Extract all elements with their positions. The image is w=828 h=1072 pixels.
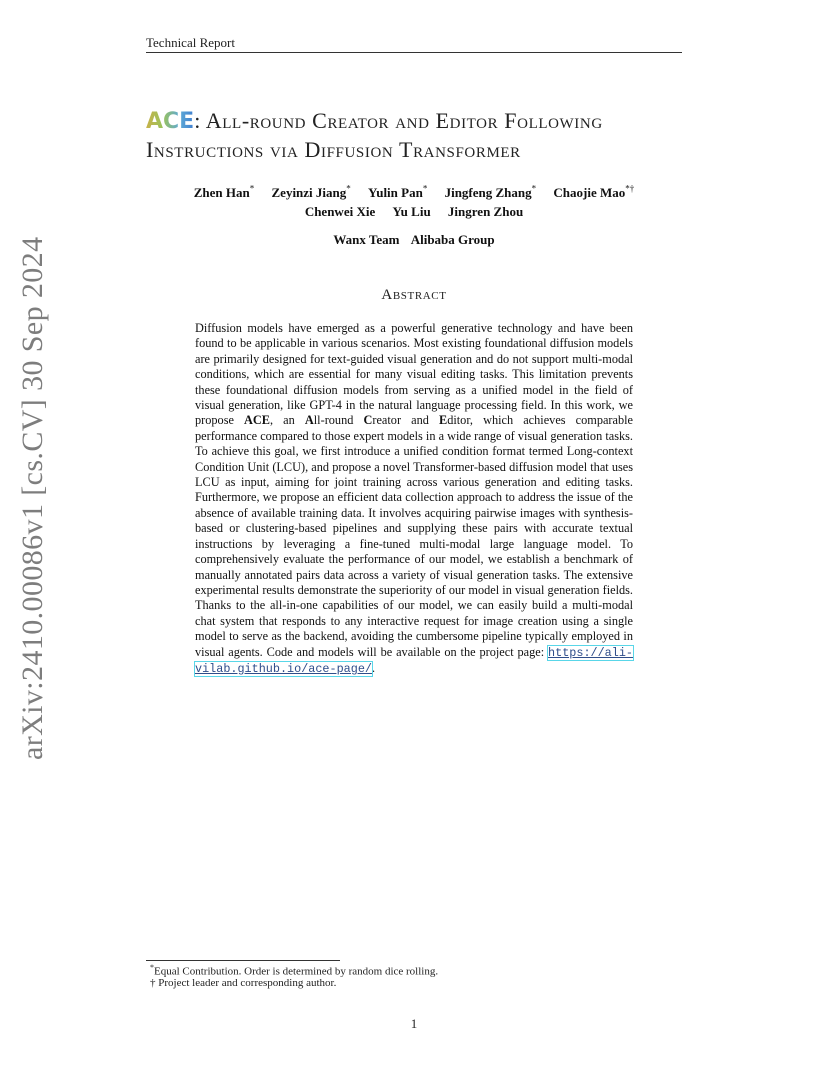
project-page-link[interactable]: https://ali-vilab.github.io/ace-page/ xyxy=(195,645,633,676)
title-rest: : All-round Creator and Editor Following Instructions via Diffusion Transformer xyxy=(146,108,603,162)
authors-line-2 xyxy=(0,204,828,220)
author: Yu Liu xyxy=(392,204,431,219)
affiliations xyxy=(0,232,828,248)
footnote-project-leader: † Project leader and corresponding author. xyxy=(150,977,337,989)
authors-line-1 xyxy=(0,184,828,201)
author: Chaojie Mao*† xyxy=(553,184,635,201)
running-header: Technical Report xyxy=(146,35,235,50)
paper-title xyxy=(146,107,706,164)
affiliation: Alibaba Group xyxy=(410,232,495,247)
page-number: 1 xyxy=(410,1016,418,1031)
author: Jingfeng Zhang* xyxy=(444,184,537,201)
author: Zhen Han* xyxy=(193,184,255,201)
abstract-body: Diffusion models have emerged as a powerful generative technology and have been found to be applicable in various scenarios. Most existing foundational diffusion models are primarily designed for text-guided visual generation and do not support multi-modal conditions, which are essential for many visual editing tasks. This limitation prevents these foundational diffusion models from serving as a unified model in the field of visual generation, like GPT-4 in the natural language processing field. In this work, we propose ACE, an All-round Creator and Editor, which achieves comparable performance compared to those expert models in a wide range of visual generation tasks. To achieve this goal, we first introduce a unified condition format termed Long-context Condition Unit (LCU), and propose a novel Transformer-based diffusion model that uses LCU as input, aiming for joint training across various generation and editing tasks. Furthermore, we propose an efficient data collection approach to address the issue of the absence of available training data. It involves acquiring pairwise images with synthesis-based or clustering-based pipelines and supplying these pairs with accurate textual instructions by leveraging a fine-tuned multi-modal large language model. To comprehensively evaluate the performance of our model, we establish a benchmark of manually annotated pairs data across a variety of visual generation tasks. The extensive experimental results demonstrate the superiority of our model in visual generation fields. Thanks to the all-in-one capabilities of our model, we can easily build a multi-modal chat system that responds to any interactive request for image creation using a single model to serve as the backend, avoiding the cumbersome pipeline typically employed in visual agents. Code and models will be available on the project page: https://ali-vilab.github.io/ace-page/. xyxy=(195,321,633,676)
affiliation: Wanx Team xyxy=(333,232,400,247)
footnote-equal-contribution: *Equal Contribution. Order is determined by random dice rolling. xyxy=(150,963,439,978)
footnote-rule xyxy=(146,960,340,961)
title-acronym: ACE xyxy=(146,109,195,134)
author: Zeyinzi Jiang* xyxy=(271,184,351,201)
author: Yulin Pan* xyxy=(368,184,428,201)
author: Chenwei Xie xyxy=(304,204,376,219)
header-rule xyxy=(146,52,682,53)
arxiv-side-stamp: arXiv:2410.00086v1 [cs.CV] 30 Sep 2024 xyxy=(16,236,49,760)
author: Jingren Zhou xyxy=(447,204,524,219)
abstract-heading: Abstract xyxy=(381,287,447,303)
